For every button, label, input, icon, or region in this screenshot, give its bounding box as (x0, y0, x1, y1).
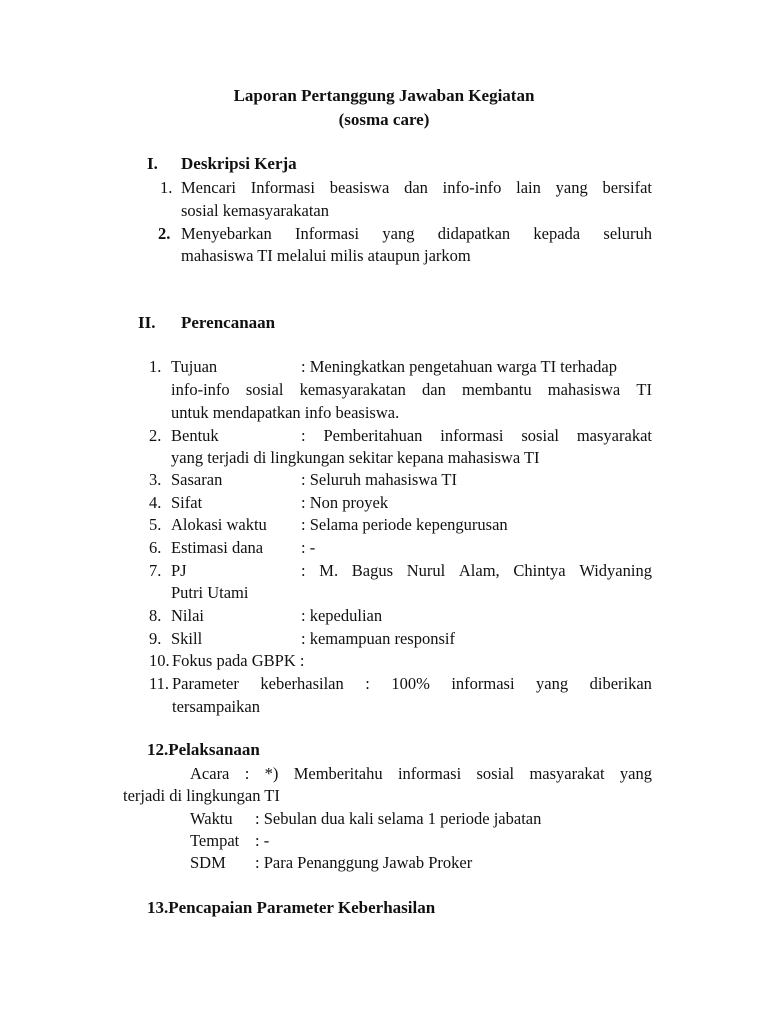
s2-item-num: 2. (149, 426, 162, 445)
s2-item-value: : kemampuan responsif (301, 629, 455, 648)
waktu-label: Waktu (190, 809, 233, 828)
s2-item-value: : - (301, 538, 316, 557)
s2-item-value: : kepedulian (301, 606, 383, 625)
s2-item-label: Nilai (171, 606, 204, 625)
sdm-value: : Para Penanggung Jawab Proker (255, 853, 473, 872)
s2-item-num: 10. (149, 651, 170, 670)
s1-item-1-line1: Mencari Informasi beasiswa dan info-info lain yang bersifat (181, 178, 652, 197)
tempat-label: Tempat (190, 831, 240, 850)
sdm-label: SDM (190, 853, 226, 872)
s2-item-1-cont: info-info sosial kemasyarakatan dan membantu mahasiswa TI (171, 380, 652, 399)
document-title: Laporan Pertanggung Jawaban Kegiatan (233, 86, 535, 105)
s2-item-label: PJ (171, 561, 187, 580)
s1-item-1-line2: sosial kemasyarakatan (181, 201, 329, 220)
s1-item-1-num: 1. (160, 178, 173, 197)
acara-line2: terjadi di lingkungan TI (123, 786, 280, 805)
section-12-heading: 12.Pelaksanaan (147, 740, 260, 759)
s2-item-7-value: : M. Bagus Nurul Alam, Chintya Widyaning (301, 561, 652, 580)
s2-item-label: Sifat (171, 493, 203, 512)
s2-item-label: Fokus pada GBPK : (172, 651, 305, 670)
s2-item-label: Estimasi dana (171, 538, 264, 557)
document-subtitle: (sosma care) (338, 110, 430, 129)
s2-item-label: Bentuk (171, 426, 219, 445)
s2-item-num: 5. (149, 515, 162, 534)
section-2-heading: Perencanaan (181, 313, 276, 332)
s2-item-num: 6. (149, 538, 162, 557)
s2-item-value: : Seluruh mahasiswa TI (301, 470, 457, 489)
s2-item-1-cont2: untuk mendapatkan info beasiswa. (171, 403, 400, 422)
s2-item-num: 4. (149, 493, 162, 512)
s2-item-7-cont: Putri Utami (171, 583, 249, 602)
s1-item-2-line1: Menyebarkan Informasi yang didapatkan kepada seluruh (181, 224, 652, 243)
acara-line1: Acara : *) Memberitahu informasi sosial masyarakat yang (190, 764, 652, 783)
s2-item-num: 9. (149, 629, 162, 648)
s2-item-2-value: : Pemberitahuan informasi sosial masyarakat (301, 426, 652, 445)
s2-item-label: Skill (171, 629, 203, 648)
s2-item-num: 8. (149, 606, 162, 625)
section-13-heading: 13.Pencapaian Parameter Keberhasilan (147, 898, 436, 917)
s1-item-2-line2: mahasiswa TI melalui milis ataupun jarkom (181, 246, 471, 265)
s2-item-value: : Selama periode kepengurusan (301, 515, 508, 534)
s2-item-value: : Meningkatkan pengetahuan warga TI terhadap (301, 357, 617, 376)
s2-item-11-cont: tersampaikan (172, 697, 260, 716)
s2-item-num: 7. (149, 561, 162, 580)
s2-item-label: Tujuan (171, 357, 218, 376)
section-1-heading: Deskripsi Kerja (181, 154, 297, 173)
tempat-value: : - (255, 831, 270, 850)
s2-item-label: Alokasi waktu (171, 515, 267, 534)
s2-item-2-cont: yang terjadi di lingkungan sekitar kepana mahasiswa TI (171, 448, 540, 467)
s2-item-num: 11. (149, 674, 170, 693)
section-1-numeral: I. (147, 154, 158, 173)
section-2-numeral: II. (138, 313, 156, 332)
s2-item-num: 1. (149, 357, 162, 376)
waktu-value: : Sebulan dua kali selama 1 periode jabatan (255, 809, 542, 828)
s2-item-value: : Non proyek (301, 493, 389, 512)
s2-item-11-value: Parameter keberhasilan : 100% informasi yang diberikan (172, 674, 652, 693)
s2-item-num: 3. (149, 470, 162, 489)
s1-item-2-num: 2. (158, 224, 171, 243)
s2-item-label: Sasaran (171, 470, 223, 489)
